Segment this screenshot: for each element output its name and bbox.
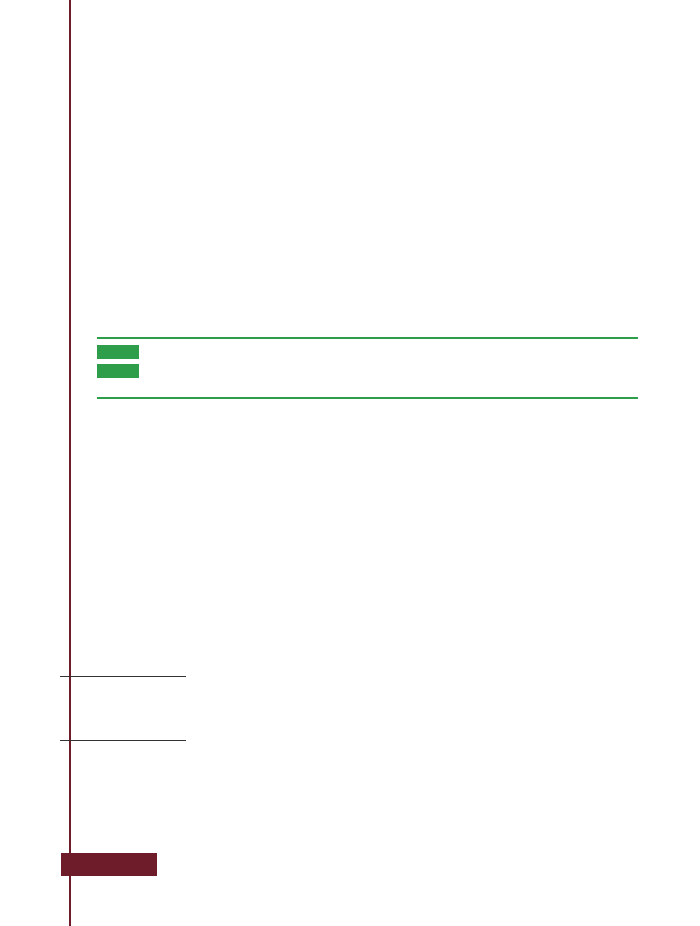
question-item	[97, 363, 638, 378]
questions-block	[97, 337, 638, 399]
page-number-tab	[61, 853, 157, 876]
footnote-rule-bottom	[60, 740, 186, 741]
question-number-badge	[97, 364, 139, 378]
question-number-badge	[97, 345, 139, 359]
margin-rule	[69, 0, 71, 926]
footnote-rule-top	[60, 676, 186, 677]
question-item	[97, 344, 638, 359]
